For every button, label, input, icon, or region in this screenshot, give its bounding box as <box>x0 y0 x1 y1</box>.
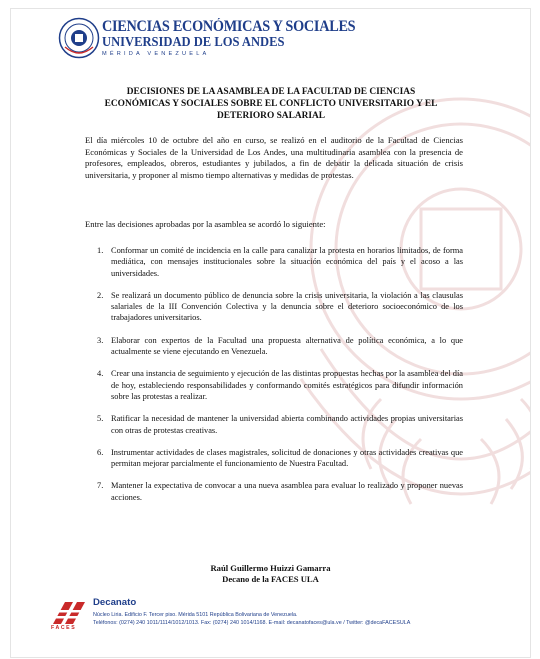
list-item: 6. Instrumentar actividades de clases magistrales, solicitud de donaciones y otras actividades creativas que permitan mejorar parcialmente el funcionamiento de Nuestra Facultad. <box>97 447 463 469</box>
document-page <box>10 8 531 658</box>
document-title: DECISIONES DE LA ASAMBLEA DE LA FACULTAD DE CIENCIAS ECONÓMICAS Y SOCIALES SOBRE EL CONFLICTO UNIVERSITARIO Y EL DETERIORO SALARIAL <box>104 87 438 121</box>
signature-role: Decano de la FACES ULA <box>222 574 319 584</box>
faces-logo-text: FACES <box>51 625 77 631</box>
footer <box>51 596 521 636</box>
list-item: 7. Mantener la expectativa de convocar a una nueva asamblea para evaluar lo realizado y proponer nuevas acciones. <box>97 481 463 502</box>
footer-title: Decanato <box>93 597 137 608</box>
signature-name: Raúl Guillermo Huizzi Gamarra <box>210 563 331 573</box>
header-location: MÉRIDA VENEZUELA <box>102 51 210 57</box>
letterhead <box>58 17 358 59</box>
list-item: 5. Ratificar la necesidad de mantener la universidad abierta combinando actividades propias universitarias con otras de protestas creativas. <box>97 414 463 435</box>
list-item: 4. Crear una instancia de seguimiento y ejecución de las distintas propuestas hechas por la asamblea del día de hoy, estableciendo responsabilidades y conformando comités estratégicos para difundir información sobre las protestas a realizar. <box>97 369 463 401</box>
lead-paragraph: Entre las decisiones aprobadas por la asamblea se acordó lo siguiente: <box>85 219 326 229</box>
footer-address: Núcleo Liria. Edificio F. Tercer piso. Mérida 5101 República Bolivariana de Venezuela. <box>93 612 298 618</box>
decisions-list <box>97 245 463 514</box>
footer-contact: Teléfonos: (0274) 240 1011/1114/1012/1013. Fax: (0274) 240 1014/1168. E-mail: decanatofaces@ula.ve / Twitter: @decaFACESULA <box>93 620 411 626</box>
list-item: 2. Se realizará un documento público de denuncia sobre la crisis universitaria, la violación a las clausulas salariales de la III Convención Colectiva y la denuncia sobre el deterioro socioeconómico de los trabajadores universitarios. <box>97 290 463 323</box>
university-seal-icon <box>58 17 100 59</box>
intro-paragraph: El día miércoles 10 de octubre del año en curso, se realizó en el auditorio de la Facultad de Ciencias Económicas y Sociales de la Universidad de Los Andes, una multitudinaria asamblea con la presencia de profesores, empleados, obreros, estudiantes y jubilados, a fin de debatir la delicada situación de crisis universitaria, y proponer al mismo tiempo alternativas y medidas de protestas. <box>85 135 463 180</box>
list-item: 1. Conformar un comité de incidencia en la calle para canalizar la protesta en horarios limitados, de forma mediática, con mensajes institucionales sobre la situación económica del país y el acoso a las universidades. <box>97 246 463 278</box>
list-item: 3. Elaborar con expertos de la Facultad una propuesta alternativa de política económica, a lo que actualmente se viene ejecutando en Venezuela. <box>97 335 463 357</box>
header-university: UNIVERSIDAD DE LOS ANDES <box>102 34 285 49</box>
header-faculty: CIENCIAS ECONÓMICAS Y SOCIALES <box>102 18 356 35</box>
